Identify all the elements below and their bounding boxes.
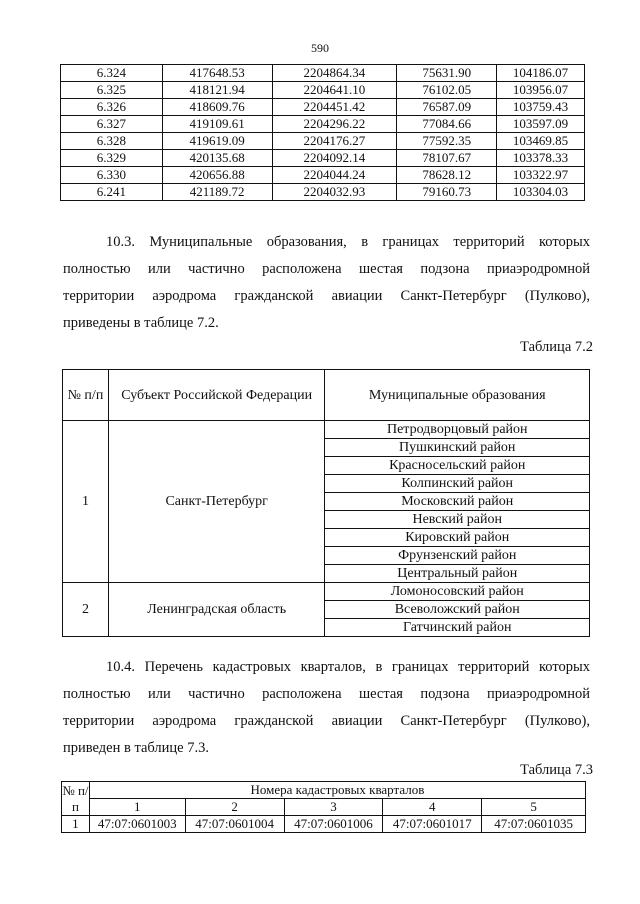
table-7-3-caption: Таблица 7.3	[520, 762, 593, 778]
subject-name: Санкт-Петербург	[108, 421, 325, 583]
municipality: Невский район	[325, 511, 590, 529]
point-number-cell: 6.329	[61, 150, 163, 167]
municipality: Петродворцовый район	[325, 421, 590, 439]
municipality: Всеволожский район	[325, 601, 590, 619]
coord-cell: 103759.43	[497, 99, 585, 116]
coord-cell: 77592.35	[397, 133, 497, 150]
coord-cell: 79160.73	[397, 184, 497, 201]
table-row	[61, 99, 585, 116]
header-municipal: Муниципальные образования	[325, 370, 590, 421]
cadastral-quarter: 47:07:0601003	[89, 816, 185, 833]
municipality: Красносельский район	[325, 457, 590, 475]
coord-cell: 2204092.14	[272, 150, 397, 167]
coord-cell: 75631.90	[397, 65, 497, 82]
subject-name: Ленинградская область	[108, 583, 325, 637]
paragraph-line: территории аэродрома гражданской авиации Санкт-Петербург (Пулково),	[63, 713, 590, 729]
table-row	[62, 816, 586, 833]
paragraph-line: 10.3. Муниципальные образования, в границах территорий которых	[106, 234, 590, 250]
point-number-cell: 6.330	[61, 167, 163, 184]
coord-cell: 2204044.24	[272, 167, 397, 184]
point-number-cell: 6.326	[61, 99, 163, 116]
coord-cell: 2204641.10	[272, 82, 397, 99]
cadastral-quarter: 47:07:0601006	[284, 816, 383, 833]
coord-cell: 103322.97	[497, 167, 585, 184]
paragraph-line: 10.4. Перечень кадастровых кварталов, в границах территорий которых	[106, 659, 590, 675]
column-number: 4	[383, 799, 482, 816]
page-number: 590	[311, 41, 329, 55]
municipality: Фрунзенский район	[325, 547, 590, 565]
row-number: 1	[63, 421, 109, 583]
table-row	[61, 150, 585, 167]
paragraph-line: приведен в таблице 7.3.	[63, 740, 209, 756]
paragraph-10-3	[63, 229, 590, 337]
coord-cell: 418609.76	[162, 99, 272, 116]
coord-cell: 103378.33	[497, 150, 585, 167]
coord-cell: 419619.09	[162, 133, 272, 150]
row-number: 2	[63, 583, 109, 637]
coord-cell: 103304.03	[497, 184, 585, 201]
coord-cell: 2204176.27	[272, 133, 397, 150]
paragraph-line: территории аэродрома гражданской авиации Санкт-Петербург (Пулково),	[63, 288, 590, 304]
table-row	[61, 116, 585, 133]
cadastral-quarter: 47:07:0601004	[185, 816, 284, 833]
table-row	[61, 82, 585, 99]
coord-cell: 103956.07	[497, 82, 585, 99]
municipality: Московский район	[325, 493, 590, 511]
paragraph-line: приведены в таблице 7.2.	[63, 315, 219, 331]
coord-cell: 418121.94	[162, 82, 272, 99]
paragraph-10-4	[63, 654, 590, 762]
coord-cell: 417648.53	[162, 65, 272, 82]
coord-cell: 2204864.34	[272, 65, 397, 82]
column-number: 5	[482, 799, 586, 816]
municipality: Ломоносовский район	[325, 583, 590, 601]
table-row	[61, 133, 585, 150]
coord-cell: 420656.88	[162, 167, 272, 184]
coordinates-table	[60, 64, 585, 201]
coord-cell: 104186.07	[497, 65, 585, 82]
municipality: Пушкинский район	[325, 439, 590, 457]
table-7-2-caption: Таблица 7.2	[520, 339, 593, 355]
header-num: № п/п	[62, 782, 89, 814]
table-row	[61, 184, 585, 201]
coord-cell: 77084.66	[397, 116, 497, 133]
paragraph-line: полностью или частично расположена шестая подзона приаэродромной	[63, 686, 590, 702]
coord-cell: 419109.61	[162, 116, 272, 133]
point-number-cell: 6.241	[61, 184, 163, 201]
column-number: 3	[284, 799, 383, 816]
cadastral-quarter: 47:07:0601017	[383, 816, 482, 833]
cadastral-quarter: 47:07:0601035	[482, 816, 586, 833]
coord-cell: 78628.12	[397, 167, 497, 184]
table-header-row	[62, 782, 586, 799]
coord-cell: 103597.09	[497, 116, 585, 133]
coord-cell: 421189.72	[162, 184, 272, 201]
point-number-cell: 6.328	[61, 133, 163, 150]
coord-cell: 420135.68	[162, 150, 272, 167]
coord-cell: 78107.67	[397, 150, 497, 167]
table-7-3	[61, 781, 586, 833]
table-row	[61, 65, 585, 82]
header-subject: Субъект Российской Федерации	[108, 370, 325, 421]
point-number-cell: 6.327	[61, 116, 163, 133]
header-title: Номера кадастровых кварталов	[89, 782, 585, 799]
table-row	[61, 167, 585, 184]
municipality: Колпинский район	[325, 475, 590, 493]
point-number-cell: 6.324	[61, 65, 163, 82]
municipality: Гатчинский район	[325, 619, 590, 637]
header-num: № п/п	[63, 370, 109, 421]
coord-cell: 76587.09	[397, 99, 497, 116]
coord-cell: 2204296.22	[272, 116, 397, 133]
row-number: 1	[62, 816, 90, 833]
table-header-row	[63, 370, 590, 421]
coord-cell: 2204451.42	[272, 99, 397, 116]
table-7-2	[62, 369, 590, 637]
table-row	[63, 583, 590, 601]
coord-cell: 103469.85	[497, 133, 585, 150]
point-number-cell: 6.325	[61, 82, 163, 99]
coord-cell: 76102.05	[397, 82, 497, 99]
paragraph-line: полностью или частично расположена шестая подзона приаэродромной	[63, 261, 590, 277]
table-row	[63, 421, 590, 439]
municipality: Кировский район	[325, 529, 590, 547]
column-number: 1	[89, 799, 185, 816]
coord-cell: 2204032.93	[272, 184, 397, 201]
table-header-row	[62, 799, 586, 816]
municipality: Центральный район	[325, 565, 590, 583]
column-number: 2	[185, 799, 284, 816]
